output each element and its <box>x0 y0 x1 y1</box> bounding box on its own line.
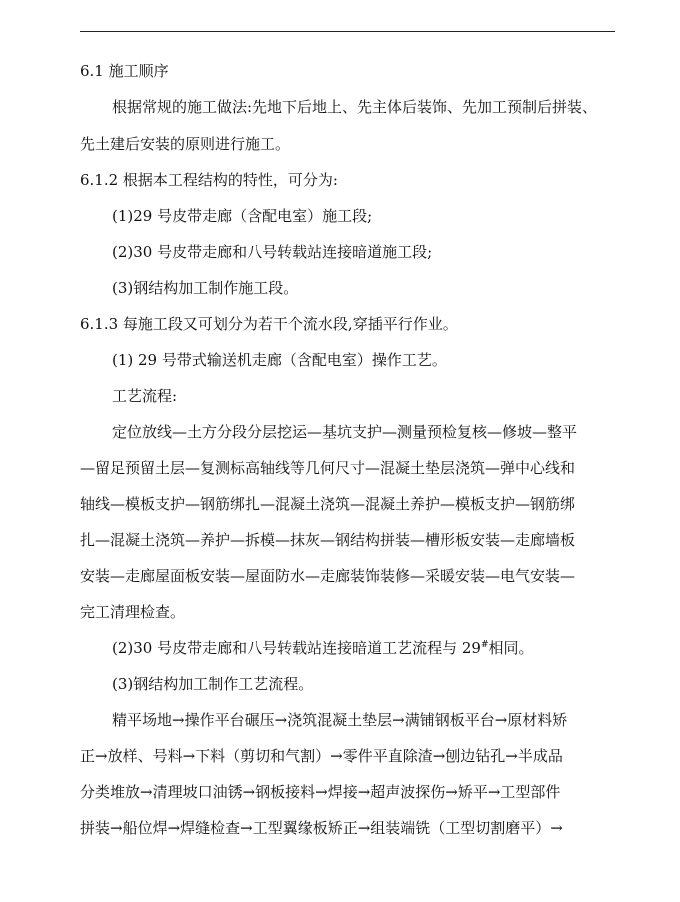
paragraph-line: 正→放样、号料→下料（剪切和气割）→零件平直除渣→刨边钻孔→半成品 <box>80 747 563 765</box>
list-item: (3)钢结构加工制作工艺流程。 <box>112 675 314 693</box>
paragraph-line: 安装—走廊屋面板安装—屋面防水—走廊装饰装修—采暖安装—电气安装— <box>80 567 576 585</box>
paragraph-line: 拼装→船位焊→焊缝检查→工型翼缘板矫正→组装端铣（工型切割磨平）→ <box>80 819 563 837</box>
superscript-mark: # <box>480 640 489 650</box>
paragraph-line: 扎—混凝土浇筑—养护—拆模—抹灰—钢结构拼装—槽形板安装—走廊墙板 <box>80 531 576 549</box>
list-item <box>112 638 620 658</box>
paragraph-line: —留足预留土层—复测标高轴线等几何尺寸—混凝土垫层浇筑—弹中心线和 <box>80 459 576 477</box>
list-item: (1)29 号皮带走廊（含配电室）施工段; <box>112 207 373 225</box>
header-rule <box>80 31 615 32</box>
paragraph-line: 轴线—模板支护—钢筋绑扎—混凝土浇筑—混凝土养护—模板支护—钢筋绑 <box>80 495 576 513</box>
list-item-text: 相同。 <box>488 639 534 657</box>
section-heading-6-1-3: 6.1.3 每施工段又可划分为若干个流水段,穿插平行作业。 <box>80 315 458 333</box>
list-item: (3)钢结构加工制作施工段。 <box>112 279 299 297</box>
paragraph-line: 分类堆放→清理坡口油锈→钢板接料→焊接→超声波探伤→矫平→工型部件 <box>80 783 561 801</box>
paragraph-line: 定位放线—土方分段分层挖运—基坑支护—测量预检复核—修坡—整平 <box>112 423 578 441</box>
paragraph-line: 精平场地→操作平台碾压→浇筑混凝土垫层→满铺钢板平台→原材料矫 <box>112 711 568 729</box>
paragraph-line: 根据常规的施工做法:先地下后地上、先主体后装饰、先加工预制后拼装、 <box>112 98 598 116</box>
paragraph-line: 完工清理检查。 <box>80 603 186 621</box>
list-item-text: (2)30 号皮带走廊和八号转载站连接暗道工艺流程与 29 <box>112 639 481 657</box>
list-item: (1) 29 号带式输送机走廊（含配电室）操作工艺。 <box>112 351 447 369</box>
section-heading-6-1: 6.1 施工顺序 <box>80 62 169 80</box>
section-heading-6-1-2: 6.1.2 根据本工程结构的特性，可分为: <box>80 171 338 189</box>
subheading-process-flow: 工艺流程: <box>112 387 178 405</box>
paragraph-line: 先土建后安装的原则进行施工。 <box>80 135 291 153</box>
list-item: (2)30 号皮带走廊和八号转载站连接暗道施工段; <box>112 243 433 261</box>
